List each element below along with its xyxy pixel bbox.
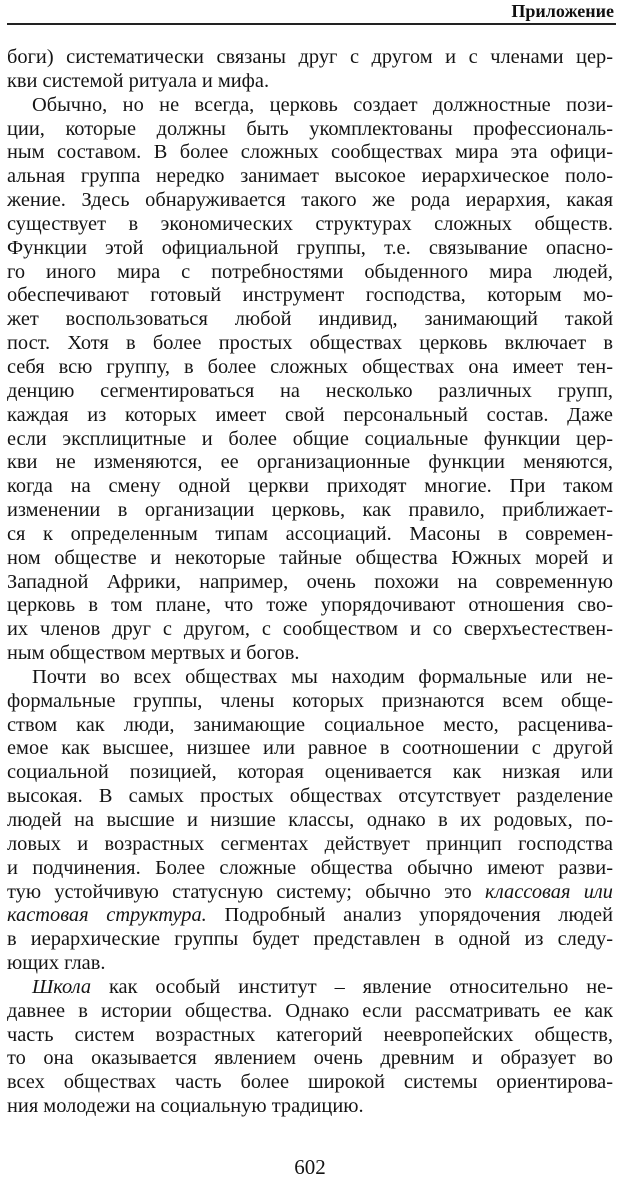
italic-term: Школа [32,975,92,998]
text-run: церковь в том плане, что тоже упорядочивают отношения сво- [7,594,613,617]
text-line [7,833,613,857]
text-run: обеспечивают готовый инструмент господства, которым мо- [7,284,613,307]
text-line [7,881,613,905]
text-run: в иерархические группы будет представлен в одной из следу- [7,928,613,951]
text-run: себя всю группу, в более сложных обществах она имеет тен- [7,355,613,378]
text-line [7,976,613,1000]
text-run: емое как высшее, низшее или равное в соотношении с другой [7,737,613,760]
text-run: часть систем возрастных категорий неевропейских обществ, [7,1023,613,1046]
text-line [7,904,613,928]
text-run: Западной Африки, например, очень похожи на современную [7,570,613,593]
text-run: ся к определенным типам ассоциаций. Масоны в современ- [7,522,613,545]
text-run: когда на смену одной церкви приходят многие. При таком [7,475,613,498]
text-line [7,308,613,332]
text-line [7,428,613,452]
text-line [7,70,613,94]
text-line [7,1047,613,1071]
header-rule [7,23,616,25]
text-line [7,571,613,595]
body-text [7,46,613,1119]
text-run: каждая из которых имеет свой персональный состав. Даже [7,403,613,426]
text-line [7,237,613,261]
text-run: если эксплицитные и более общие социальные функции цер- [7,427,613,450]
text-line [7,1095,613,1119]
text-run: всех обществах часть более широкой системы ориентирова- [7,1071,613,1094]
italic-term: кастовая структура. [7,904,207,927]
text-line [7,165,613,189]
text-line [7,928,613,952]
text-run: их членов друг с другом, с сообществом и со сверхъестествен- [7,618,613,641]
text-run: Подробный анализ упорядочения людей [206,904,613,927]
text-run: как особый институт – явление относительно не- [91,975,613,998]
text-run: Функции этой официальной группы, т.е. связывание опасно- [7,236,613,259]
running-head: Приложение [511,1,614,21]
text-line [7,1071,613,1095]
text-line [7,785,613,809]
text-line [7,1024,613,1048]
text-run: жение. Здесь обнаруживается такого же рода иерархия, какая [7,189,613,212]
text-run: денцию сегментироваться на несколько различных групп, [7,379,613,402]
text-line [7,594,613,618]
text-line [7,284,613,308]
text-line [7,46,613,70]
text-line [7,141,613,165]
text-line [7,761,613,785]
text-run: го иного мира с потребностями обыденного мира людей, [7,260,613,283]
text-run: кви системой ритуала и мифа. [7,69,270,92]
text-line [7,261,613,285]
text-line [7,642,613,666]
text-line [7,475,613,499]
text-line [7,1000,613,1024]
text-run: боги) систематически связаны друг с другом и с членами цер- [7,46,613,68]
text-line [7,451,613,475]
italic-term: классовая или [484,880,613,903]
text-line [7,213,613,237]
text-line [7,547,613,571]
text-run: ния молодежи на социальную традицию. [7,1095,364,1118]
text-line [7,499,613,523]
text-line [7,952,613,976]
text-line [7,404,613,428]
text-line [7,666,613,690]
text-run: изменении в организации церковь, как правило, приближает- [7,499,613,522]
text-run: давнее в истории общества. Однако если рассматривать ее как [7,999,613,1022]
text-line [7,857,613,881]
text-line [7,809,613,833]
text-run: то она оказывается явлением очень древним и образует во [7,1047,613,1070]
text-line [7,189,613,213]
text-line [7,380,613,404]
text-line [7,737,613,761]
text-line [7,118,613,142]
text-run: ловых и возрастных сегментах действует принцип господства [7,832,613,855]
text-run: ции, которые должны быть укомплектованы профессиональ- [7,117,613,140]
text-run: ным составом. В более сложных сообществах мира эта офици- [7,141,613,164]
text-run: ном обществе и некоторые тайные общества Южных морей и [7,546,613,569]
text-run: высокая. В самых простых обществах отсутствует разделение [7,785,613,808]
text-line [7,356,613,380]
text-run: кви не изменяются, ее организационные функции меняются, [7,451,613,474]
text-line [7,714,613,738]
text-run: существует в экономических структурах сложных обществ. [7,212,613,235]
text-run: ющих глав. [7,952,106,975]
text-run: альная группа нередко занимает высокое иерархическое поло- [7,165,613,188]
text-run: ством как люди, занимающие социальное место, расценива- [7,713,613,736]
page-number: 602 [294,1155,326,1179]
text-run: формальные группы, члены которых признаются всем обще- [7,689,613,712]
text-run: ным обществом мертвых и богов. [7,642,300,665]
text-run: Почти во всех обществах мы находим формальные или не- [32,665,613,688]
text-line [7,690,613,714]
text-line [7,332,613,356]
text-run: социальной позицией, которая оценивается как низкая или [7,761,613,784]
text-run: пост. Хотя в более простых обществах церковь включает в [7,332,613,355]
text-run: и подчинения. Более сложные общества обычно имеют разви- [7,856,613,879]
text-line [7,618,613,642]
text-run: тую устойчивую статусную систему; обычно это [7,880,485,903]
text-line [7,523,613,547]
text-line [7,94,613,118]
text-run: людей на высшие и низшие классы, однако в их родовых, по- [7,809,613,831]
text-run: Обычно, но не всегда, церковь создает должностные пози- [32,93,613,116]
text-run: жет воспользоваться любой индивид, занимающий такой [7,308,613,331]
